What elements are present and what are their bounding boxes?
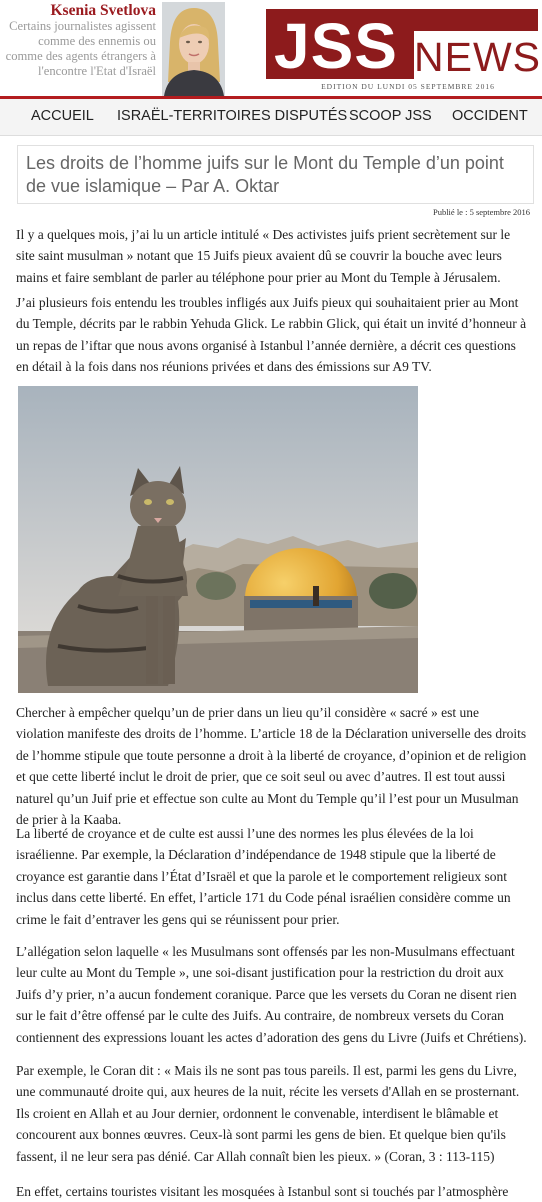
article-paragraph: J’ai plusieurs fois entendu les troubles infligés aux Juifs pieux qui souhaitaient prier au Mont du Temple, décrits par le rabbin Yehuda Glick. Le rabbin Glick, qui était un invité d’honneur à un repas de l’iftar que nous avons organisé à Istanbul l’année dernière, a décrit ces questions en détail à la fois dans nos réunions privées et dans des émissions sur A9 TV.	[16, 295, 527, 375]
article-title-box	[17, 145, 534, 204]
article-paragraph: L’allégation selon laquelle « les Musulmans sont offensés par les non-Musulmans effectuant leur culte au Mont du Temple », une soi-disant justification pour la restriction du droit aux Juifs d’y prier, n’a aucun fondement coranique. Parce que les versets du Coran ne disent rien sur le fait d’être offensé par le culte des Juifs. Au contraire, de nombreux versets du Coran contiennent des expressions louant les actes d’adoration des gens du Livre (Juifs et Chrétiens).	[16, 944, 527, 1045]
jss-news-logo[interactable]	[266, 9, 541, 95]
article-paragraph: Chercher à empêcher quelqu’un de prier dans un lieu qu’il considère « sacré » est une violation manifeste des droits de l’homme. L’article 18 de la Déclaration universelle des droits de l’homme stipule que toute personne a droit à la liberté de croyance, d’opinion et de religion et que cette liberté inclut le droit de prier, que ce soit seul ou avec d’autres. Il est tout aussi naturel qu’un Juif prie et effectue son culte au Mont du Temple qu’il l’est pour un Musulman de prier à la Kaaba.	[16, 705, 527, 828]
article-paragraph: En effet, certains touristes visitant les mosquées à Istanbul sont si touchés par l’atmosphère	[16, 1184, 509, 1199]
article-paragraph: Il y a quelques mois, j’ai lu un article intitulé « Des activistes juifs prient secrètement sur le site saint musulman » notant que 15 Juifs pieux avaient dû se couvrir la bouche avec leurs mains et faire semblant de parler au téléphone pour prier au Mont du Temple à Jérusalem.	[16, 227, 511, 285]
main-navigation	[0, 99, 542, 136]
article-photo-cat-dome	[18, 386, 418, 693]
article-paragraph: Par exemple, le Coran dit : « Mais ils ne sont pas tous pareils. Il est, parmi les gens du Livre, une communauté droite qui, aux heures de la nuit, récite les versets d'Allah en se prosternant. Ils croient en Allah et au Jour dernier, ordonnent le convenable, interdisent le blâmable et concourent aux bonnes œuvres. Ceux-là sont parmi les gens de bien. Et quelque bien qu'ils fassent, il ne leur sera pas dénié. Car Allah connaît bien les pieux. » (Coran, 3 : 113-115)	[16, 1063, 520, 1164]
published-date: Publié le : 5 septembre 2016	[432, 207, 530, 217]
nav-item-occident[interactable]: OCCIDENT	[452, 108, 528, 124]
promo-teaser[interactable]	[0, 0, 232, 96]
article-title: Les droits de l’homme juifs sur le Mont du Temple d’un point de vue islamique – Par A. Oktar	[26, 153, 504, 196]
nav-item-accueil[interactable]: ACCUEIL	[31, 108, 94, 124]
edition-date: EDITION DU LUNDI 05 SEPTEMBRE 2016	[321, 82, 495, 91]
promo-author-photo[interactable]	[162, 2, 225, 96]
site-header	[0, 0, 542, 98]
promo-author-name[interactable]: Ksenia Svetlova	[50, 2, 156, 19]
nav-item-israel-territoires[interactable]: ISRAËL-TERRITOIRES DISPUTÉS	[117, 108, 348, 124]
logo-news-text: NEWS	[414, 31, 538, 79]
logo-jss-text: JSS	[274, 10, 398, 82]
logo-block	[266, 9, 541, 82]
nav-item-scoop-jss[interactable]: SCOOP JSS	[349, 108, 432, 124]
promo-headline[interactable]: Certains journalistes agissent comme des ennemis ou comme des agents étrangers à l'encontre l'Etat d'Israël	[5, 19, 156, 78]
article-paragraph: La liberté de croyance et de culte est aussi l’une des normes les plus élevées de la loi israélienne. Par exemple, la Déclaration d’indépendance de 1948 stipule que la liberté de croyance est garantie dans l’État d’Israël et que la parole et le comportement religieux sont inclus dans cette liberté. En effet, l’article 171 du Code pénal israélien considère comme un crime le fait d’entraver les gens qui se réunissent pour prier.	[16, 826, 511, 927]
